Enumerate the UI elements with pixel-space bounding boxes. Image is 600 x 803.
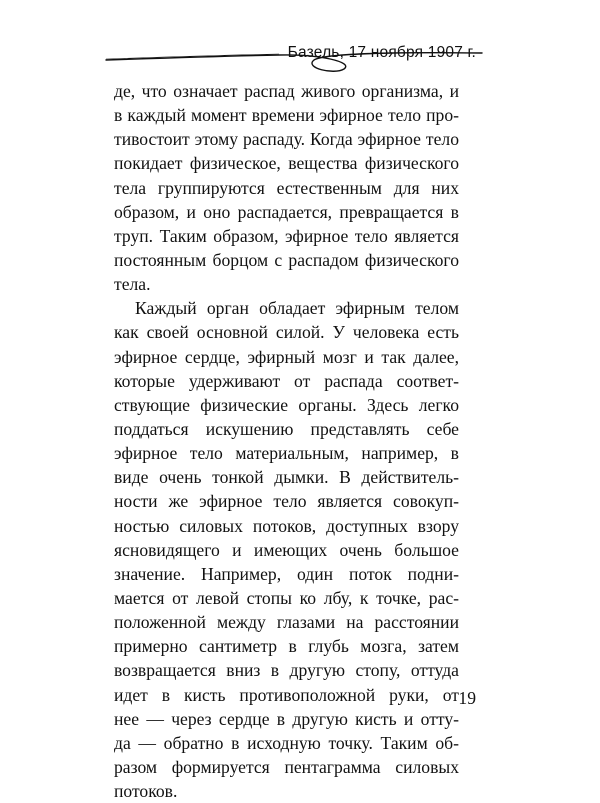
- text-line: как своей основной силой. У человека есть: [114, 322, 459, 343]
- text-line: труп. Таким образом, эфирное тело является: [114, 225, 459, 246]
- text-line: положенной между глазами на расстоянии: [114, 612, 459, 633]
- text-line: тела группируются естественным для них: [114, 177, 459, 198]
- text-line: нее — через сердце в другую кисть и отту-: [114, 708, 459, 729]
- paragraph: [114, 79, 459, 296]
- paragraph: [114, 296, 459, 803]
- text-line: мается от левой стопы ко лбу, к точке, рас-: [114, 587, 459, 608]
- running-head: Базель, 17 ноября 1907 г.: [287, 44, 476, 61]
- text-line: тела.: [114, 274, 151, 295]
- text-line: ствующие физические органы. Здесь легко: [114, 394, 459, 415]
- text-line: эфирное сердце, эфирный мозг и так далее,: [114, 346, 459, 367]
- text-line: тивостоит этому распаду. Когда эфирное тело: [114, 129, 459, 150]
- text-line: де, что означает распад живого организма, и: [114, 81, 459, 101]
- text-line: ностью силовых потоков, доступных взору: [114, 515, 459, 536]
- text-line: образом, и оно распадается, превращается в: [114, 201, 459, 222]
- text-line: эфирное тело материальным, например, в: [114, 443, 459, 464]
- text-line: виде очень тонкой дымки. В действитель-: [114, 467, 459, 488]
- text-line: Каждый орган обладает эфирным телом: [135, 298, 459, 319]
- text-line: значение. Например, один поток подни-: [114, 563, 459, 584]
- text-line: поддаться искушению представлять себе: [114, 418, 459, 439]
- text-line: потоков.: [114, 781, 178, 802]
- text-line: возвращается вниз в другую стопу, оттуда: [114, 660, 459, 681]
- text-line: примерно сантиметр в глубь мозга, затем: [114, 636, 459, 657]
- text-line: да — обратно в исходную точку. Таким об-: [114, 732, 459, 753]
- text-line: постоянным борцом с распадом физического: [114, 249, 459, 270]
- text-line: разом формируется пентаграмма силовых: [114, 756, 459, 777]
- text-line: идет в кисть противоположной руки, от: [114, 684, 459, 705]
- text-line: в каждый момент времени эфирное тело про-: [114, 105, 459, 126]
- body-text: [114, 79, 459, 803]
- text-line: ясновидящего и имеющих очень большое: [114, 539, 459, 560]
- text-line: покидает физическое, вещества физического: [114, 153, 459, 174]
- page-number: 19: [458, 688, 476, 708]
- text-line: которые удерживают от распада соответ-: [114, 370, 459, 391]
- text-line: ности же эфирное тело является совокуп-: [114, 491, 459, 512]
